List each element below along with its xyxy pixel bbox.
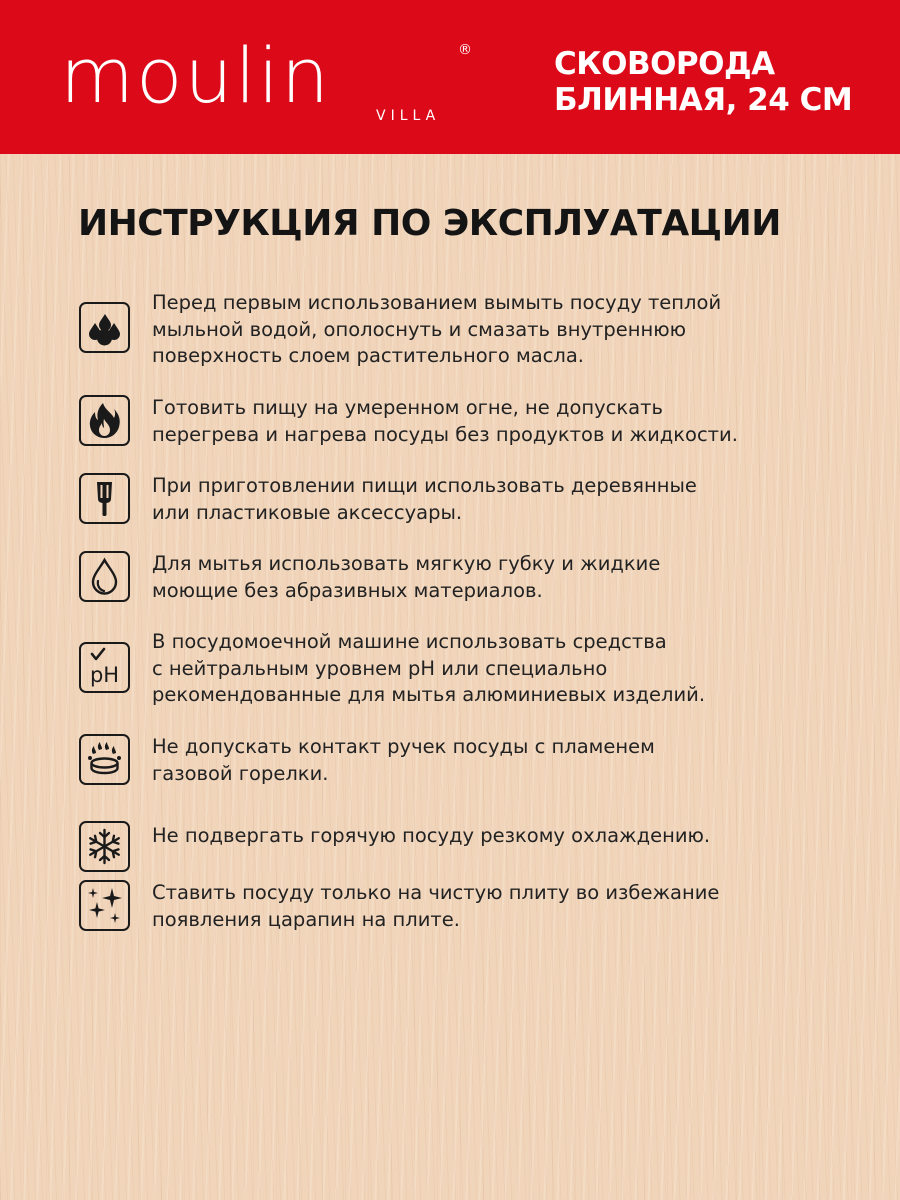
product-line: БЛИННАЯ, 24 СМ: [554, 82, 853, 118]
instruction-text: [152, 290, 842, 370]
flame-icon: [79, 395, 130, 446]
instruction-text: [152, 880, 842, 933]
text-line: Не подвергать горячую посуду резкому охлаждению.: [152, 824, 711, 847]
brand-subtitle: VILLA: [376, 108, 441, 124]
gas-burner-icon: [79, 734, 130, 785]
instruction-text: [152, 551, 842, 604]
snowflake-icon: [79, 821, 130, 872]
instruction-text: [152, 823, 842, 850]
text-line: рекомендованные для мытья алюминиевых изделий.: [152, 683, 706, 706]
water-drops-icon: [79, 302, 130, 353]
text-line: Перед первым использованием вымыть посуду теплой: [152, 291, 722, 314]
page-title: ИНСТРУКЦИЯ ПО ЭКСПЛУАТАЦИИ: [78, 203, 781, 244]
text-line: или пластиковые аксессуары.: [152, 500, 463, 524]
drop-outline-icon: [79, 551, 130, 602]
text-line: газовой горелки.: [152, 761, 329, 785]
text-line: поверхность слоем растительного масла.: [152, 344, 584, 367]
text-line: Ставить посуду только на чистую плиту во избежание: [152, 881, 720, 904]
text-line: с нейтральным уровнем pH или специально: [152, 656, 608, 680]
text-line: Готовить пищу на умеренном огне, не допускать: [152, 396, 663, 419]
product-line: СКОВОРОДА: [554, 46, 775, 82]
text-line: При приготовлении пищи использовать деревянные: [152, 474, 697, 497]
text-line: Не допускать контакт ручек посуды с пламенем: [152, 735, 655, 758]
sparkles-icon: [79, 880, 130, 931]
text-line: моющие без абразивных материалов.: [152, 578, 543, 602]
product-name: [554, 46, 884, 118]
instruction-text: [152, 395, 842, 448]
ph-label: pH: [89, 663, 120, 687]
text-line: появления царапин на плите.: [152, 907, 460, 931]
instruction-text: [152, 734, 842, 787]
spatula-icon: [79, 473, 130, 524]
text-line: мыльной водой, ополоснуть и смазать внутреннюю: [152, 317, 687, 341]
brand-logo: [60, 31, 480, 128]
header-banner: [0, 0, 900, 154]
ph-check-icon: [79, 642, 130, 693]
instruction-text: [152, 629, 842, 709]
text-line: В посудомоечной машине использовать средства: [152, 630, 667, 653]
instruction-text: [152, 473, 842, 526]
text-line: Для мытья использовать мягкую губку и жидкие: [152, 552, 661, 575]
registered-mark: ®: [458, 42, 472, 58]
text-line: перегрева и нагрева посуды без продуктов и жидкости.: [152, 422, 738, 446]
brand-name: moulin: [60, 31, 332, 120]
